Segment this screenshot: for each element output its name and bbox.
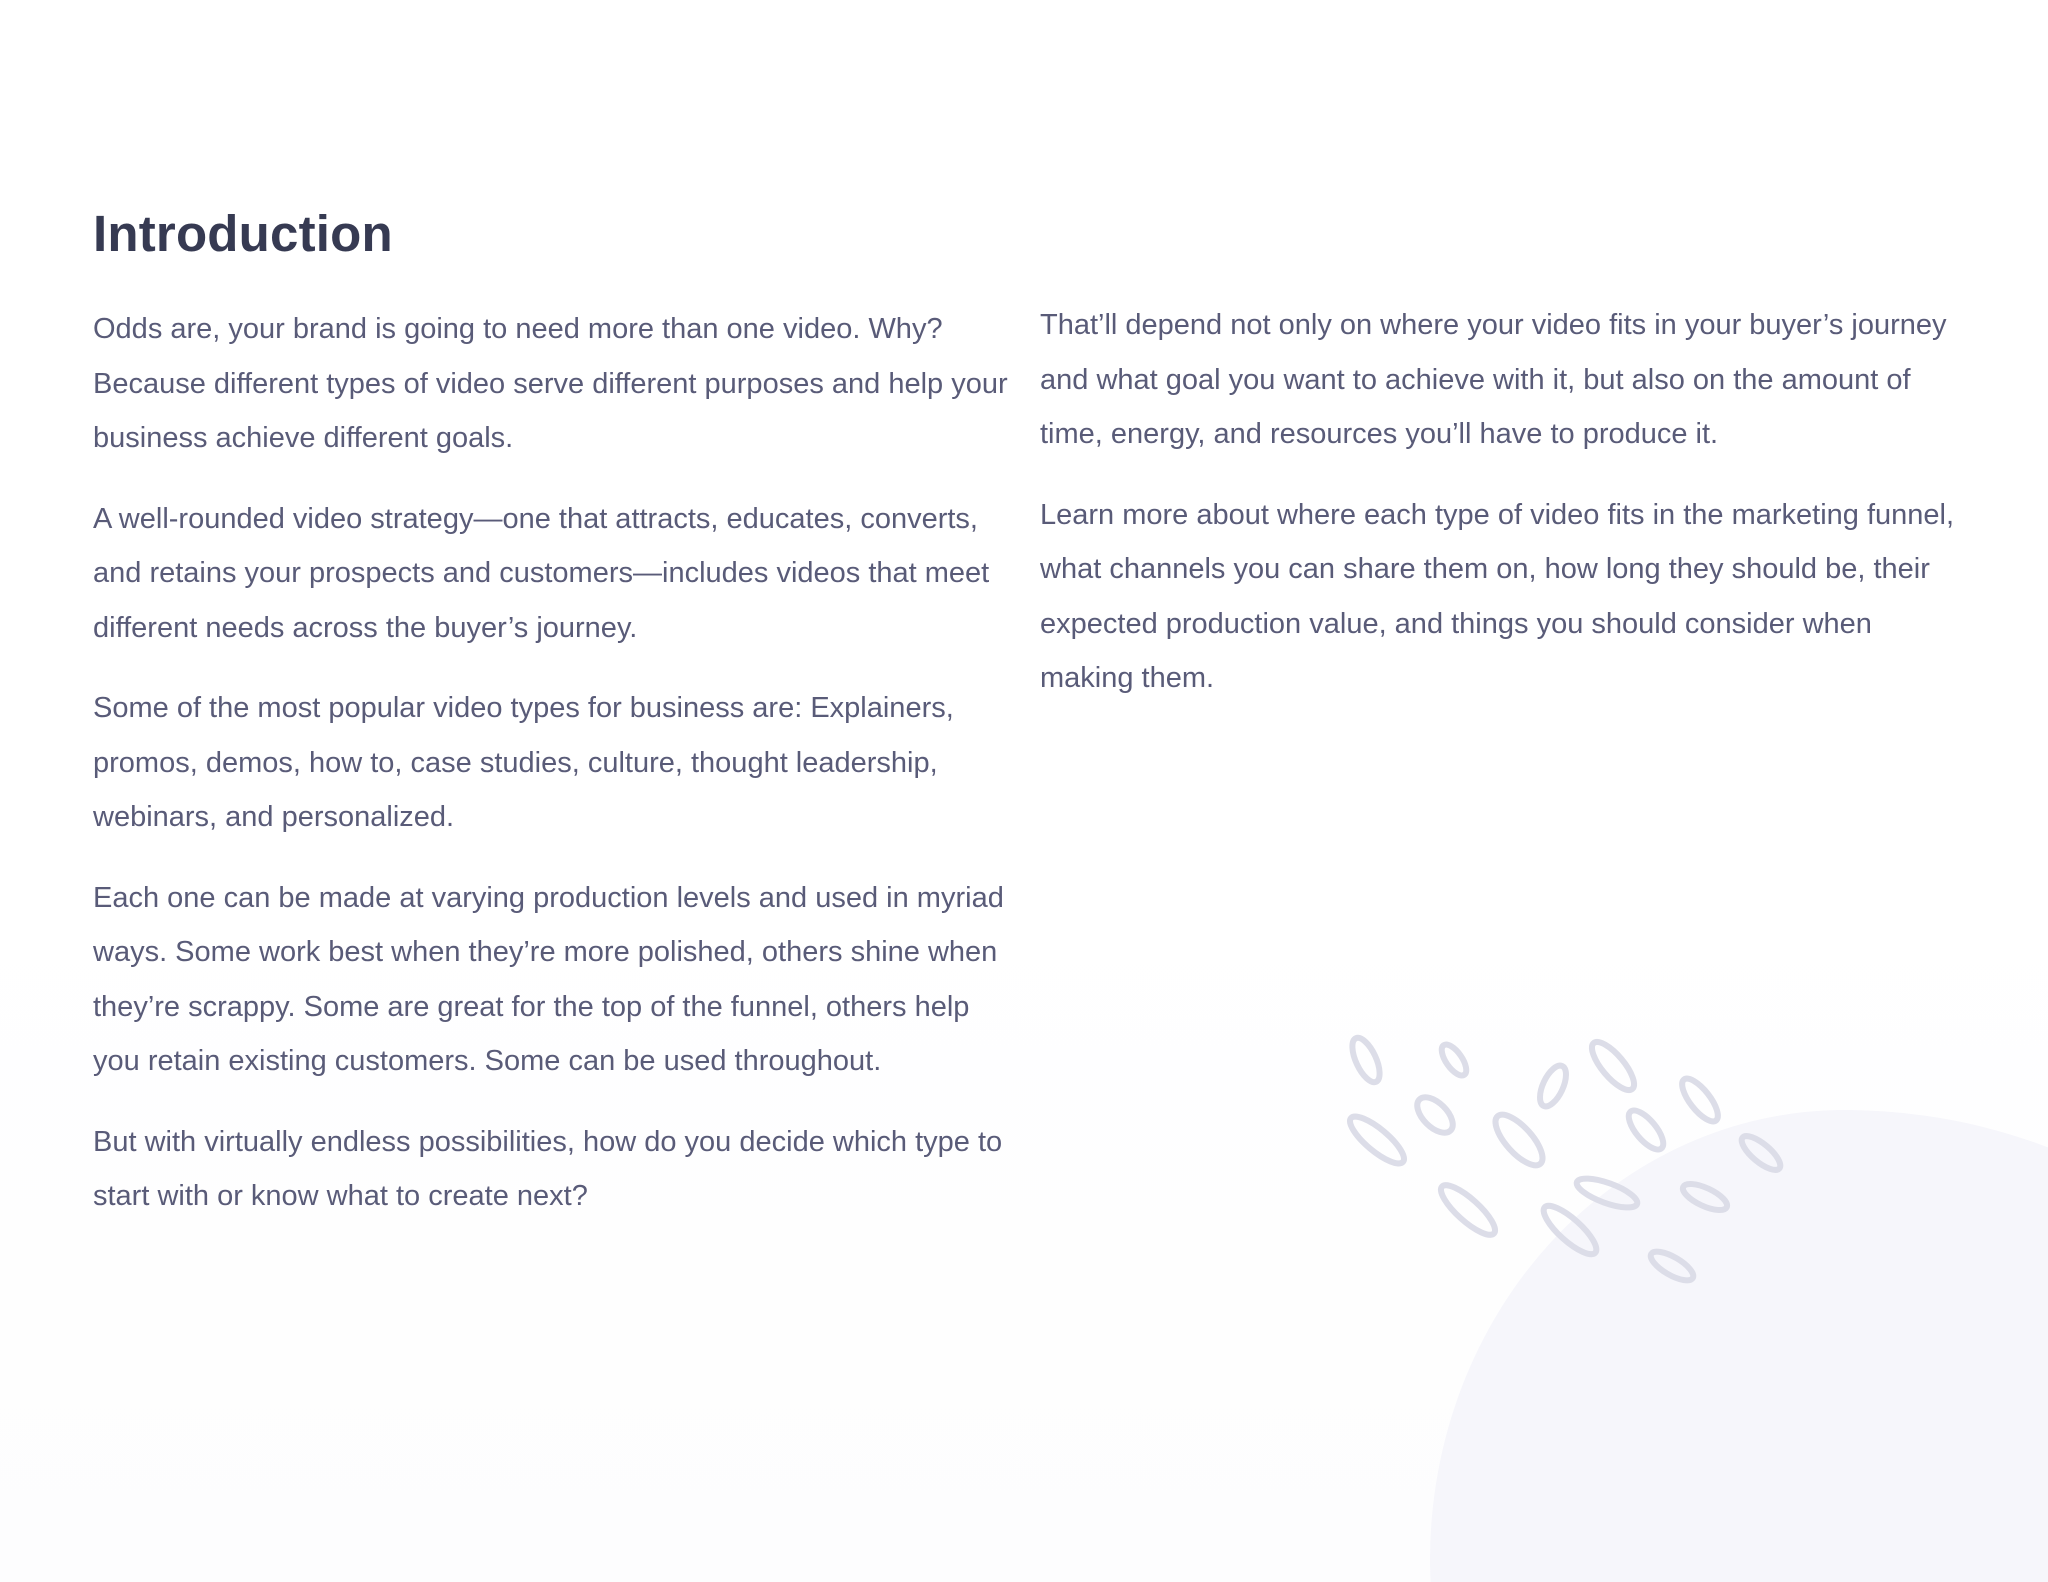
page-title: Introduction	[93, 205, 393, 262]
paragraph: But with virtually endless possibilities, how do you decide which type to start with or know what to create next?	[93, 1125, 1003, 1212]
paragraph: That’ll depend not only on where your video fits in your buyer’s journey and what goal you want to achieve with it, but also on the amount of time, energy, and resources you’ll have to produce it.	[1040, 309, 1947, 450]
right-column	[1040, 298, 1960, 732]
paragraph: Each one can be made at varying production levels and used in myriad ways. Some work best when they’re more polished, others shine when they’re scrappy. Some are great for the top of the funnel, others help you retain existing customers. Some can be used throughout.	[93, 881, 1004, 1077]
paragraph: Odds are, your brand is going to need more than one video. Why? Because different types of video serve different purposes and help your business achieve different goals.	[93, 313, 1008, 454]
paragraph: A well-rounded video strategy—one that attracts, educates, converts, and retains your prospects and customers—includes videos that meet different needs across the buyer’s journey.	[93, 502, 990, 644]
paragraph: Learn more about where each type of video fits in the marketing funnel, what channels you can share them on, how long they should be, their expected production value, and things you should consider when making them.	[1040, 498, 1955, 694]
paragraph: Some of the most popular video types for business are: Explainers, promos, demos, how to, case studies, culture, thought leadership, webinars, and personalized.	[93, 692, 954, 833]
left-column	[93, 302, 1013, 1250]
leaf-pattern-decoration	[1330, 1020, 1810, 1320]
